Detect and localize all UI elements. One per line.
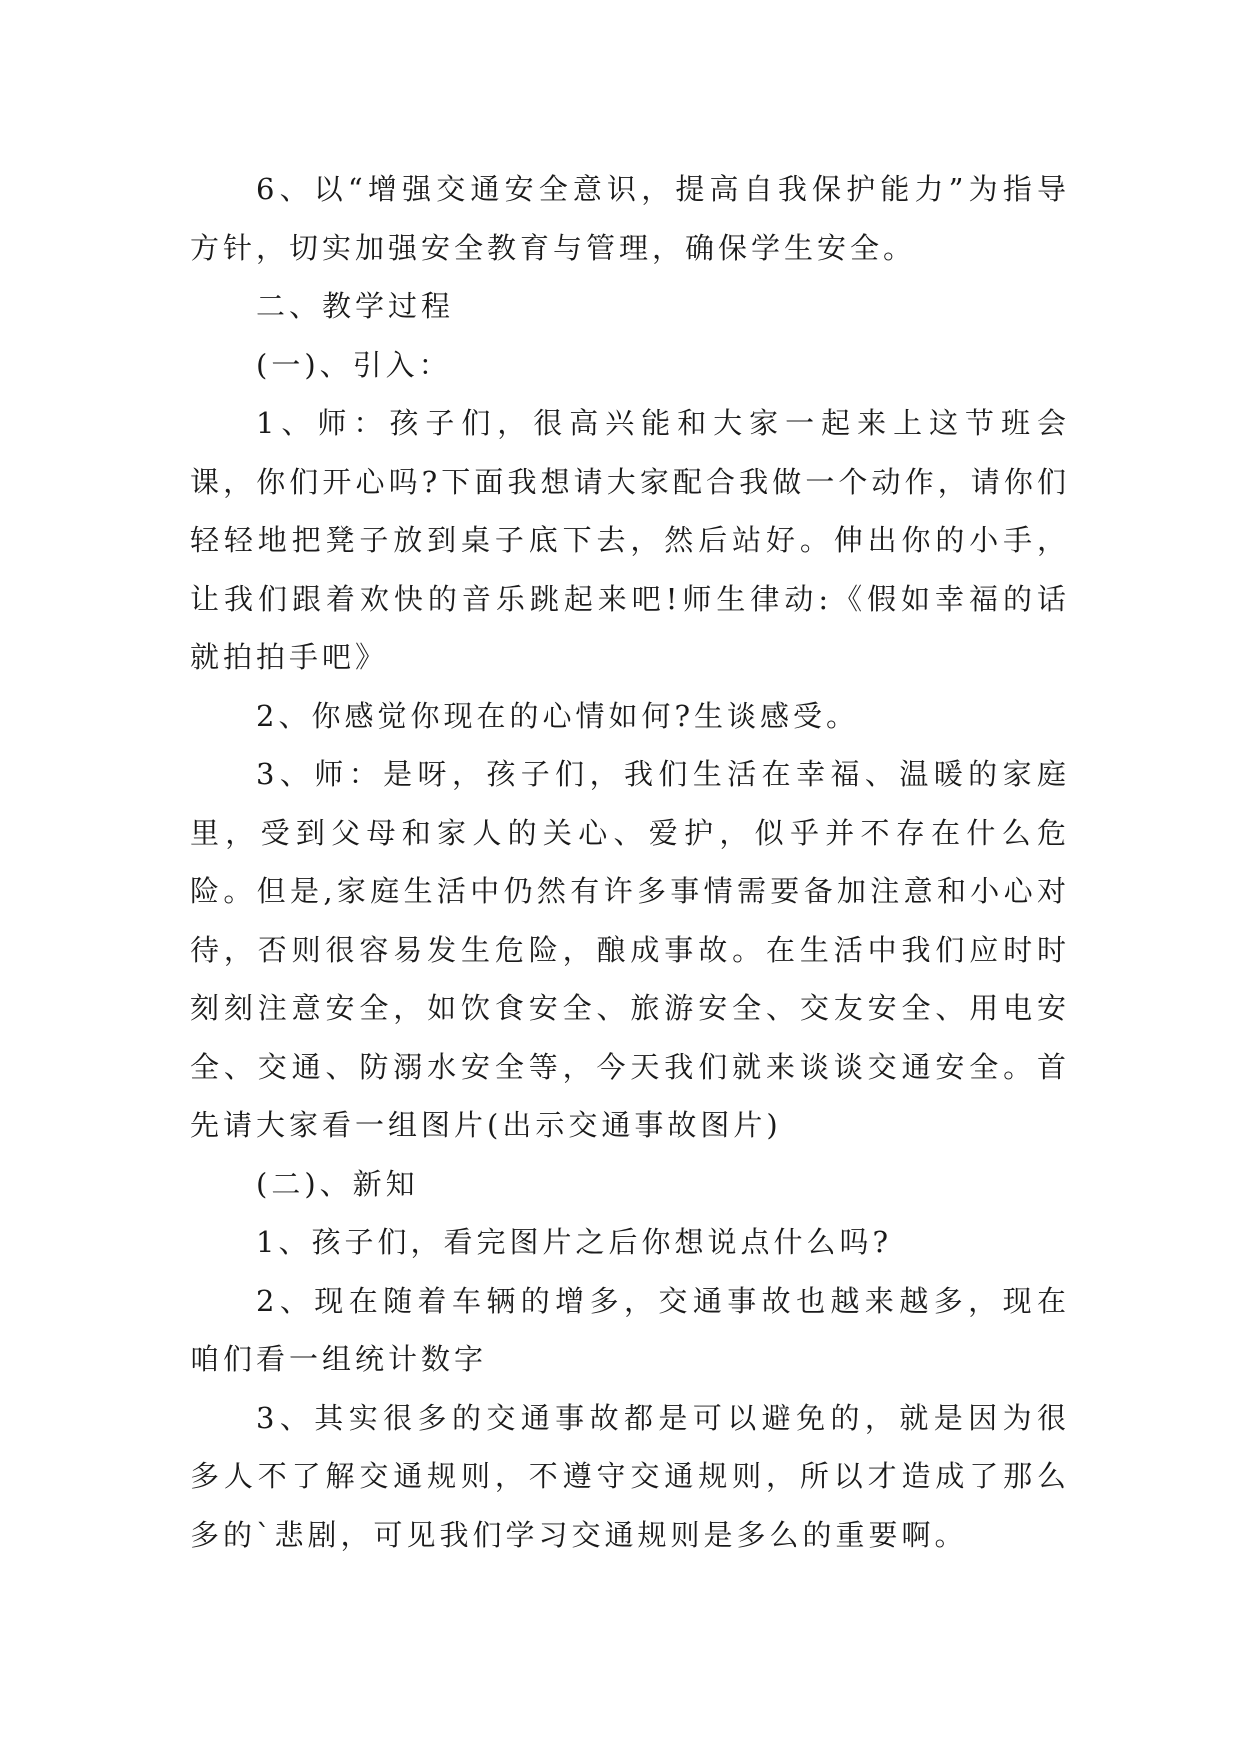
paragraph-guideline: 6、以“增强交通安全意识，提高自我保护能力”为指导方针，切实加强安全教育与管理，确保学生安全。 xyxy=(190,172,1070,265)
paragraph-intro-2: 2、你感觉你现在的心情如何?生谈感受。 xyxy=(256,698,859,733)
paragraph-intro-1: 1、师：孩子们，很高兴能和大家一起来上这节班会课，你们开心吗?下面我想请大家配合我做一个动作，请你们轻轻地把凳子放到桌子底下去，然后站好。伸出你的小手，让我们跟着欢快的音乐跳起来吧!师生律动:《假如幸福的话就拍拍手吧》 xyxy=(190,406,1070,674)
heading-introduction: (一)、引入： xyxy=(256,347,452,382)
paragraph-new-3: 3、其实很多的交通事故都是可以避免的，就是因为很多人不了解交通规则，不遵守交通规则，所以才造成了那么多的`悲剧，可见我们学习交通规则是多么的重要啊。 xyxy=(190,1400,1070,1552)
paragraph-new-1: 1、孩子们，看完图片之后你想说点什么吗? xyxy=(256,1225,892,1259)
paragraph-intro-3: 3、师：是呀，孩子们，我们生活在幸福、温暖的家庭里，受到父母和家人的关心、爱护，似乎并不存在什么危险。但是,家庭生活中仍然有许多事情需要备加注意和小心对待，否则很容易发生危险，酿成事故。在生活中我们应时时刻刻注意安全，如饮食安全、旅游安全、交友安全、用电安全、交通、防溺水安全等，今天我们就来谈谈交通安全。首先请大家看一组图片(出示交通事故图片) xyxy=(190,757,1070,1142)
paragraph-new-2: 2、现在随着车辆的增多，交通事故也越来越多，现在咱们看一组统计数字 xyxy=(190,1283,1070,1376)
heading-teaching-process: 二、教学过程 xyxy=(256,289,455,323)
document-body xyxy=(190,160,1070,1564)
heading-new-knowledge: (二)、新知 xyxy=(256,1166,419,1201)
